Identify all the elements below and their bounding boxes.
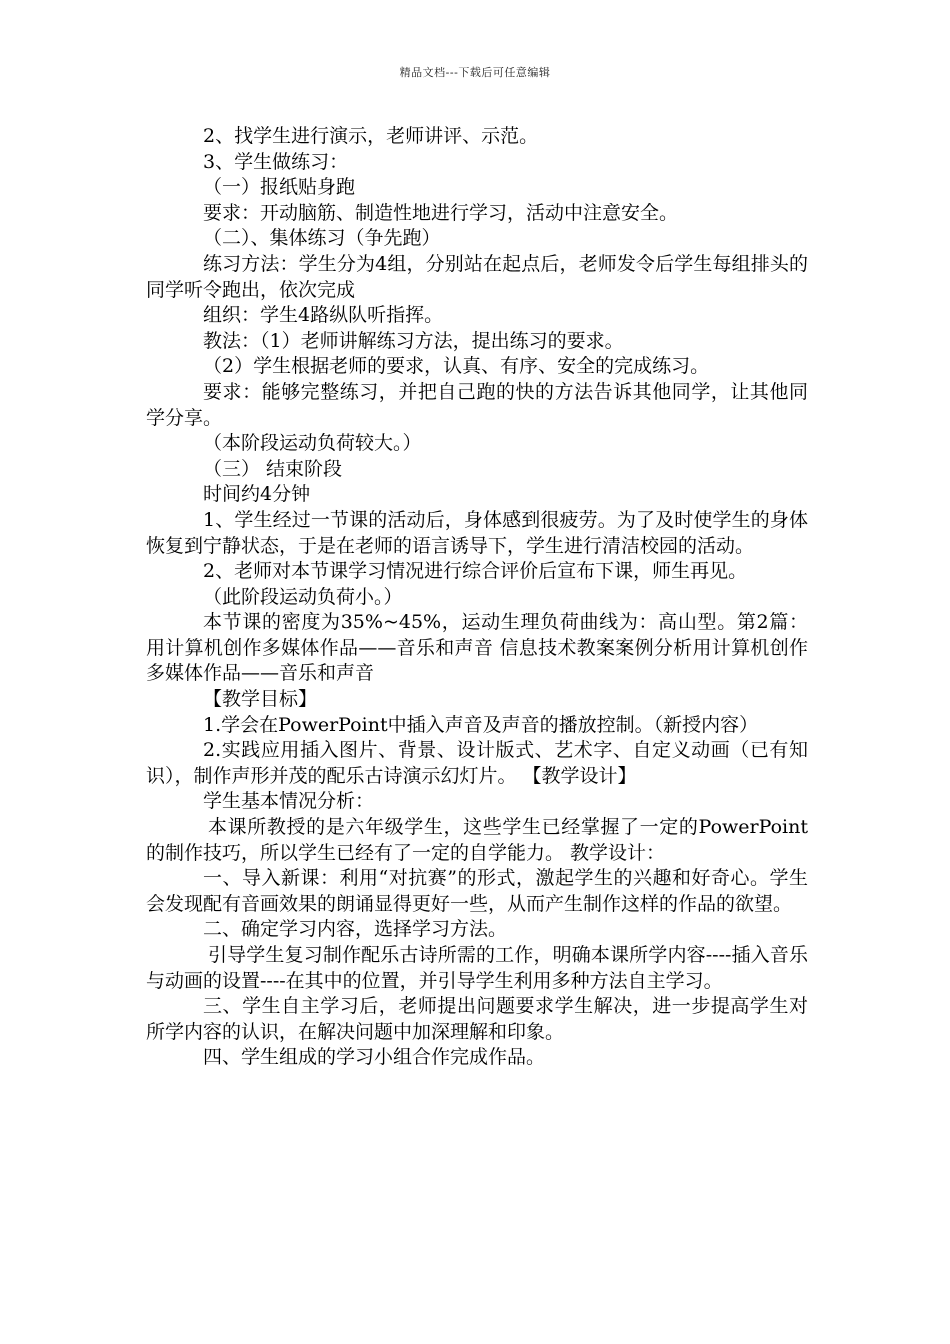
paragraph: 本课所教授的是六年级学生，这些学生已经掌握了一定的PowerPoint的制作技巧，所以学生已经有了一定的自学能力。 教学设计： <box>146 816 808 864</box>
paragraph: 本节课的密度为35%~45%，运动生理负荷曲线为：高山型。第2篇：用计算机创作多媒体作品——音乐和声音 信息技术教案案例分析用计算机创作多媒体作品——音乐和声音 <box>146 611 808 685</box>
paragraph: 学生基本情况分析： <box>203 790 375 813</box>
paragraph: （二）、集体练习（争先跑） <box>203 227 441 250</box>
paragraph: 3、学生做练习： <box>203 150 349 173</box>
paragraph: 教法：（1）老师讲解练习方法，提出练习的要求。 <box>203 329 624 352</box>
paragraph: 1、学生经过一节课的活动后，身体感到很疲劳。为了及时使学生的身体恢复到宁静状态，于是在老师的语言诱导下，学生进行清洁校园的活动。 <box>146 508 808 557</box>
paragraph: 引导学生复习制作配乐古诗所需的工作，明确本课所学内容----插入音乐与动画的设置----在其中的位置，并引导学生利用多种方法自主学习。 <box>146 944 808 992</box>
paragraph: （2）学生根据老师的要求，认真、有序、安全的完成练习。 <box>203 355 710 378</box>
paragraph: 要求：能够完整练习，并把自己跑的快的方法告诉其他同学，让其他同学分享。 <box>146 380 808 429</box>
document-body <box>146 124 808 1071</box>
paragraph: 2.实践应用插入图片、背景、设计版式、艺术字、自定义动画（已有知识），制作声形并茂的配乐古诗演示幻灯片。 【教学设计】 <box>146 739 808 787</box>
paragraph: 一、导入新课：利用“对抗赛”的形式，激起学生的兴趣和好奇心。学生会发现配有音画效果的朗诵显得更好一些，从而产生制作这样的作品的欲望。 <box>146 867 808 915</box>
paragraph: 时间约4分钟 <box>203 483 311 506</box>
page-header: 精品文档---下载后可任意编辑 <box>399 66 551 79</box>
paragraph: 四、学生组成的学习小组合作完成作品。 <box>203 1046 546 1069</box>
paragraph: 2、找学生进行演示，老师讲评、示范。 <box>203 125 539 147</box>
paragraph: （一）报纸贴身跑 <box>203 176 356 199</box>
paragraph: 2、老师对本节课学习情况进行综合评价后宣布下课，师生再见。 <box>203 560 748 583</box>
paragraph: （此阶段运动负荷小。） <box>203 585 403 608</box>
paragraph: （三） 结束阶段 <box>203 457 343 480</box>
paragraph: 1.学会在PowerPoint中插入声音及声音的播放控制。（新授内容） <box>203 713 759 736</box>
paragraph: 练习方法：学生分为4组，分别站在起点后，老师发令后学生每组排头的同学听令跑出，依次完成 <box>146 252 808 301</box>
paragraph: 【教学目标】 <box>203 688 318 711</box>
paragraph: 组织：学生4路纵队听指挥。 <box>203 304 444 327</box>
paragraph: （本阶段运动负荷较大。） <box>203 432 422 455</box>
paragraph: 二、确定学习内容，选择学习方法。 <box>203 918 508 941</box>
paragraph: 要求：开动脑筋、制造性地进行学习，活动中注意安全。 <box>203 201 679 224</box>
paragraph: 三、学生自主学习后，老师提出问题要求学生解决，进一步提高学生对所学内容的认识，在解决问题中加深理解和印象。 <box>146 995 808 1043</box>
